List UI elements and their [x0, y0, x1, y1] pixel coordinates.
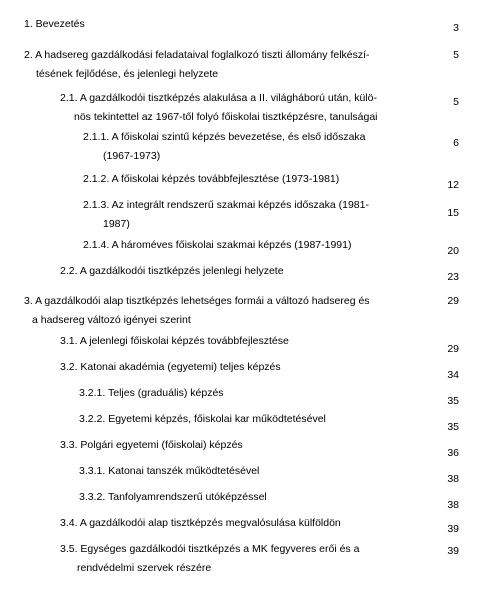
toc-title-line: (1967-1973) [103, 150, 161, 162]
toc-page-number: 38 [447, 499, 459, 511]
toc-entry-title [60, 358, 432, 377]
toc-title-line: 3.2.1. Teljes (graduális) képzés [79, 387, 224, 399]
toc-page-number: 39 [447, 545, 459, 557]
toc-title-line: 3.4. A gazdálkodói alap tisztképzés megvalósulása külföldön [60, 517, 341, 529]
toc-title-line: 3.3.1. Katonai tanszék működtetésével [79, 465, 260, 477]
toc-title-line: rendvédelmi szervek részére [77, 562, 212, 574]
toc-entry-title [79, 488, 432, 507]
toc-page-number: 39 [447, 523, 459, 535]
toc-entry-title [79, 384, 432, 403]
toc-page-number: 20 [447, 245, 459, 257]
toc-title-line: 2. A hadsereg gazdálkodási feladataival foglalkozó tiszti állomány felkészí- [24, 49, 370, 61]
toc-entry-title [24, 46, 432, 84]
toc-entry-title [83, 196, 432, 234]
toc-title-line: 3. A gazdálkodói alap tisztképzés lehetséges formái a változó hadsereg és [24, 295, 370, 307]
toc-title-line: a hadsereg változó igényei szerint [32, 314, 191, 326]
toc-title-line: 3.2. Katonai akadémia (egyetemi) teljes képzés [60, 361, 281, 373]
toc-title-line: 1. Bevezetés [24, 18, 85, 30]
toc-page-number: 23 [447, 271, 459, 283]
toc-title-line: 2.1.4. A hároméves főiskolai szakmai képzés (1987-1991) [83, 239, 352, 251]
toc-page-number: 5 [453, 96, 459, 108]
toc-title-line: 2.1. A gazdálkodói tisztképzés alakulása a II. világháború után, külö- [60, 92, 377, 104]
toc-page-number: 12 [447, 179, 459, 191]
toc-page-number: 29 [447, 295, 459, 307]
toc-entry-title [60, 436, 432, 455]
toc-page-number: 38 [447, 473, 459, 485]
toc-entry-title [24, 15, 428, 34]
toc-page-number: 35 [447, 395, 459, 407]
toc-page-number: 5 [453, 49, 459, 61]
toc-page-number: 3 [453, 22, 459, 34]
toc-title-line: 3.2.2. Egyetemi képzés, főiskolai kar működtetésével [79, 413, 326, 425]
toc-title-line: 3.5. Egységes gazdálkodói tisztképzés a MK fegyveres erői és a [60, 543, 360, 555]
toc-page-number: 34 [447, 369, 459, 381]
toc-entry-title [60, 332, 432, 351]
toc-title-line: 3.3. Polgári egyetemi (főiskolai) képzés [60, 439, 243, 451]
toc-page-number: 6 [453, 137, 459, 149]
toc-entry-title [83, 170, 432, 189]
toc-entry-title [79, 462, 432, 481]
toc-page-number: 36 [447, 447, 459, 459]
toc-title-line: tésének fejlődése, és jelenlegi helyzete [36, 68, 219, 80]
toc-page-number: 15 [447, 207, 459, 219]
toc-entry-title [60, 262, 432, 281]
toc-entry-title [60, 514, 432, 533]
toc-page-number: 35 [447, 421, 459, 433]
toc-title-line: 3.3.2. Tanfolyamrendszerű utóképzéssel [79, 491, 267, 503]
toc-title-line: 2.1.3. Az integrált rendszerű szakmai képzés időszaka (1981- [83, 199, 369, 211]
toc-title-line: 2.1.1. A főiskolai szintű képzés bevezetése, és első időszaka [83, 131, 366, 143]
toc-page-number: 29 [447, 343, 459, 355]
toc-entry-title [24, 292, 432, 330]
toc-title-line: 1987) [103, 218, 130, 230]
toc-title-line: 2.1.2. A főiskolai képzés továbbfejlesztése (1973-1981) [83, 173, 340, 185]
toc-entry-title [79, 410, 432, 429]
toc-entry-title [83, 236, 432, 255]
toc-title-line: 3.1. A jelenlegi főiskolai képzés továbbfejlesztése [60, 335, 289, 347]
toc-entry-title [83, 128, 432, 166]
toc-entry-title [60, 89, 432, 127]
toc-title-line: 2.2. A gazdálkodói tisztképzés jelenlegi helyzete [60, 265, 284, 277]
toc-entry-title [60, 540, 432, 578]
toc-title-line: nös tekintettel az 1967-től folyó főiskolai tisztképzésre, tanulságai [74, 111, 378, 123]
